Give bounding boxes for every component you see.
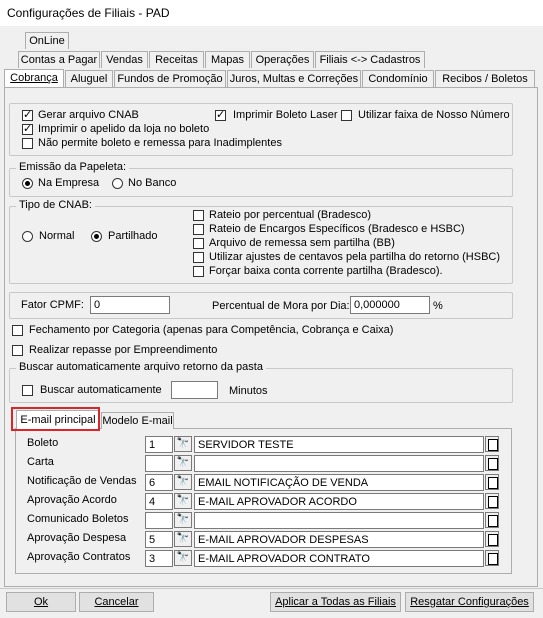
binoculars-icon[interactable]: 🔭 xyxy=(174,531,192,547)
ok-label: Ok xyxy=(33,596,49,608)
document-icon[interactable] xyxy=(485,531,499,547)
gerar-cnab-label: Gerar arquivo CNAB xyxy=(38,109,139,121)
binoculars-icon[interactable]: 🔭 xyxy=(174,493,192,509)
title-bar xyxy=(0,0,543,26)
email-row-label: Aprovação Contratos xyxy=(27,551,131,563)
nao-permite-checkbox[interactable] xyxy=(22,138,33,149)
tab-online[interactable]: OnLine xyxy=(25,32,69,49)
percent-sign: % xyxy=(433,300,443,312)
no-banco-radio[interactable] xyxy=(112,178,123,189)
buscar-label: Buscar automaticamente xyxy=(40,384,162,396)
repasse-checkbox[interactable] xyxy=(12,345,23,356)
binoculars-icon[interactable]: 🔭 xyxy=(174,550,192,566)
minutos-label: Minutos xyxy=(229,385,268,397)
partilhado-radio[interactable] xyxy=(91,231,102,242)
tab-filiais-cadastros[interactable]: Filiais <-> Cadastros xyxy=(315,51,425,68)
email-code-input[interactable]: 5 xyxy=(145,531,173,548)
tab-mapas[interactable]: Mapas xyxy=(205,51,250,68)
email-code-input[interactable]: 3 xyxy=(145,550,173,567)
ajustes-centavos-label: Utilizar ajustes de centavos pela partilha do retorno (HSBC) xyxy=(209,251,501,263)
fator-cpmf-label: Fator CPMF: xyxy=(21,299,84,311)
tab-aluguel[interactable]: Aluguel xyxy=(65,70,113,87)
ok-button[interactable] xyxy=(6,592,76,612)
tab-modelo-email[interactable]: Modelo E-mail xyxy=(101,412,174,429)
tab-condominio[interactable]: Condomínio xyxy=(362,70,434,87)
apply-all-label: Aplicar a Todas as Filiais xyxy=(275,596,396,608)
highlight-box xyxy=(11,407,100,431)
apply-all-button[interactable] xyxy=(270,592,401,612)
email-value-field[interactable]: SERVIDOR TESTE xyxy=(194,436,484,453)
email-value-field[interactable]: E-MAIL APROVADOR ACORDO xyxy=(194,493,484,510)
restore-config-button[interactable] xyxy=(405,592,534,612)
document-icon[interactable] xyxy=(485,493,499,509)
faixa-nosso-numero-checkbox[interactable] xyxy=(341,110,352,121)
apelido-loja-checkbox[interactable]: ✓ xyxy=(23,123,33,135)
binoculars-icon[interactable]: 🔭 xyxy=(174,474,192,490)
email-value-field[interactable] xyxy=(194,512,484,529)
cnab-title: Tipo de CNAB: xyxy=(16,199,95,211)
faixa-nosso-numero-label: Utilizar faixa de Nosso Número xyxy=(358,109,510,121)
fechamento-label: Fechamento por Categoria (apenas para Competência, Cobrança e Caixa) xyxy=(29,324,394,336)
cancel-label: Cancelar xyxy=(94,596,139,608)
rateio-percentual-label: Rateio por percentual (Bradesco) xyxy=(209,209,372,221)
no-banco-label: No Banco xyxy=(128,177,177,189)
forcar-baixa-checkbox[interactable] xyxy=(193,266,204,277)
mora-label: Percentual de Mora por Dia: xyxy=(212,300,350,312)
binoculars-icon[interactable]: 🔭 xyxy=(174,455,192,471)
forcar-baixa-label: Forçar baixa conta corrente partilha (Bradesco). xyxy=(209,265,443,277)
imprimir-laser-label: Imprimir Boleto Laser xyxy=(233,109,338,121)
arquivo-remessa-label: Arquivo de remessa sem partilha (BB) xyxy=(209,237,395,249)
ajustes-centavos-checkbox[interactable] xyxy=(193,252,204,263)
email-code-input[interactable]: 1 xyxy=(145,436,173,453)
tab-cobranca[interactable] xyxy=(4,69,64,88)
email-row-label: Comunicado Boletos xyxy=(27,513,129,525)
tab-operacoes[interactable]: Operações xyxy=(251,51,314,68)
email-value-field[interactable] xyxy=(194,455,484,472)
fator-cpmf-input[interactable]: 0 xyxy=(90,296,170,314)
nao-permite-label: Não permite boleto e remessa para Inadimplentes xyxy=(38,137,282,149)
tab-recibos-boletos[interactable]: Recibos / Boletos xyxy=(435,70,535,87)
document-icon[interactable] xyxy=(485,455,499,471)
emissao-title: Emissão da Papeleta: xyxy=(16,161,129,173)
document-icon[interactable] xyxy=(485,474,499,490)
document-icon[interactable] xyxy=(485,550,499,566)
na-empresa-radio[interactable] xyxy=(22,178,33,189)
email-row-label: Notificação de Vendas xyxy=(27,475,137,487)
email-value-field[interactable]: EMAIL NOTIFICAÇÃO DE VENDA xyxy=(194,474,484,491)
na-empresa-label: Na Empresa xyxy=(38,177,100,189)
imprimir-laser-checkbox[interactable]: ✓ xyxy=(216,109,226,121)
tab-vendas[interactable]: Vendas xyxy=(101,51,148,68)
fechamento-checkbox[interactable] xyxy=(12,325,23,336)
restore-config-label: Resgatar Configurações xyxy=(410,596,529,608)
buscar-checkbox[interactable] xyxy=(22,385,33,396)
email-row-label: Carta xyxy=(27,456,54,468)
email-code-input[interactable]: 4 xyxy=(145,493,173,510)
email-row-label: Boleto xyxy=(27,437,59,449)
email-code-input[interactable] xyxy=(145,455,173,472)
email-code-input[interactable] xyxy=(145,512,173,529)
buscar-title: Buscar automaticamente arquivo retorno da pasta xyxy=(16,361,266,373)
normal-label: Normal xyxy=(39,230,75,242)
window-title: Configurações de Filiais - PAD xyxy=(7,6,170,20)
gerar-cnab-checkbox[interactable]: ✓ xyxy=(23,109,33,121)
mora-input[interactable]: 0,000000 xyxy=(350,296,430,314)
tab-receitas[interactable]: Receitas xyxy=(149,51,204,68)
tab-cobranca-label: Cobrança xyxy=(10,72,58,84)
normal-radio[interactable] xyxy=(22,231,33,242)
repasse-label: Realizar repasse por Empreendimento xyxy=(29,344,218,356)
rateio-encargos-label: Rateio de Encargos Específicos (Bradesco e HSBC) xyxy=(209,223,465,235)
email-row-label: Aprovação Despesa xyxy=(27,532,127,544)
tab-email-principal[interactable]: E-mail principal xyxy=(16,410,100,429)
document-icon[interactable] xyxy=(485,436,499,452)
email-row-label: Aprovação Acordo xyxy=(27,494,117,506)
rateio-percentual-checkbox[interactable] xyxy=(193,210,204,221)
arquivo-remessa-checkbox[interactable] xyxy=(193,238,204,249)
apelido-loja-label: Imprimir o apelido da loja no boleto xyxy=(38,123,210,135)
cancel-button[interactable] xyxy=(79,592,154,612)
tab-fundos-promocao[interactable]: Fundos de Promoção xyxy=(114,70,226,87)
email-value-field[interactable]: E-MAIL APROVADOR DESPESAS xyxy=(194,531,484,548)
document-icon[interactable] xyxy=(485,512,499,528)
tab-contas-a-pagar[interactable]: Contas a Pagar xyxy=(18,51,100,68)
tab-juros-multas[interactable]: Juros, Multas e Correções xyxy=(227,70,361,87)
email-code-input[interactable]: 6 xyxy=(145,474,173,491)
partilhado-label: Partilhado xyxy=(108,230,158,242)
binoculars-icon[interactable]: 🔭 xyxy=(174,512,192,528)
email-value-field[interactable]: E-MAIL APROVADOR CONTRATO xyxy=(194,550,484,567)
rateio-encargos-checkbox[interactable] xyxy=(193,224,204,235)
buscar-minutos-input[interactable] xyxy=(171,381,218,399)
binoculars-icon[interactable]: 🔭 xyxy=(174,436,192,452)
